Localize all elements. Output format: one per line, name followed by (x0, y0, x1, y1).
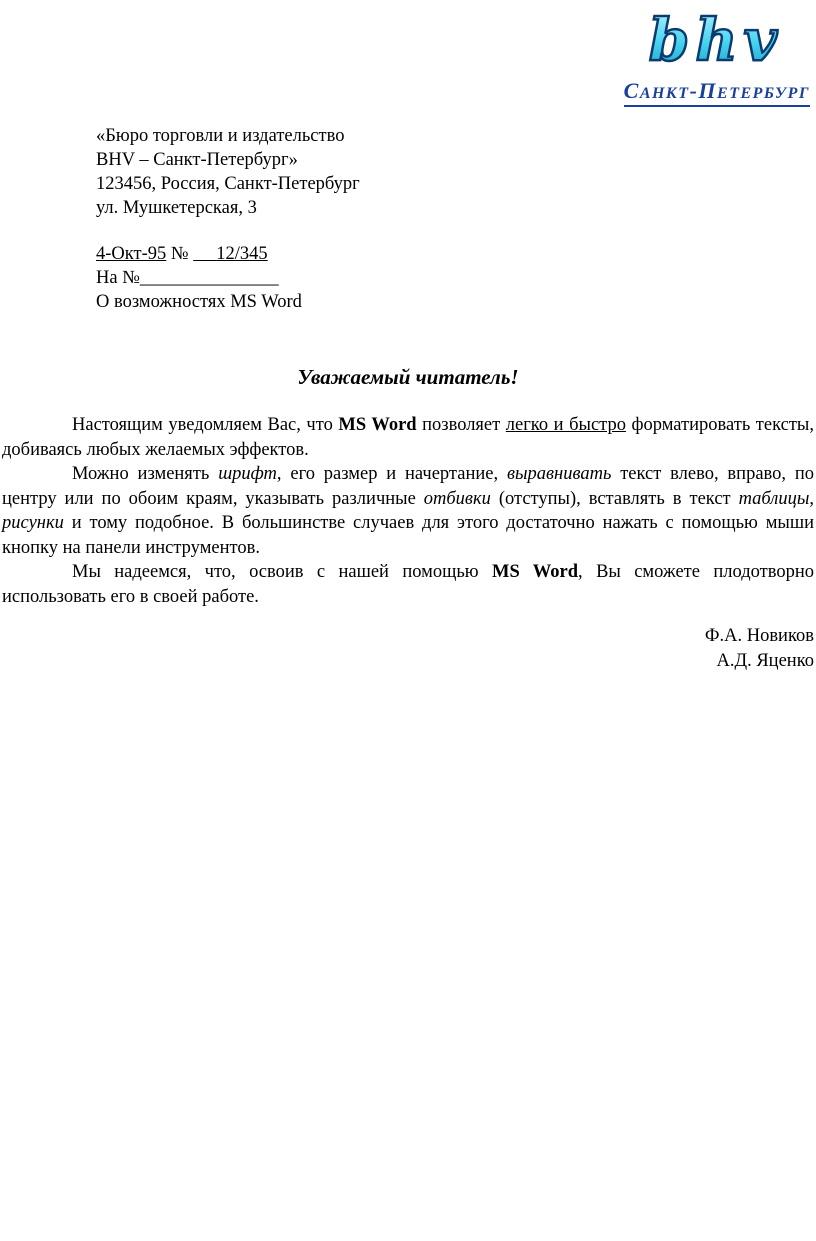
sender-line-1: «Бюро торговли и издательство (96, 126, 345, 146)
salutation: Уважаемый читатель! (297, 365, 519, 389)
sender-address-block (96, 124, 360, 314)
reply-label: На № (96, 268, 140, 288)
sender-line-3: 123456, Россия, Санкт-Петербург (96, 174, 360, 194)
paragraph-1: Настоящим уведомляем Вас, что MS Word позволяет легко и быстро форматировать тексты, добиваясь любых желаемых эффектов. (2, 415, 814, 460)
number-sign: № (170, 244, 189, 264)
letter-body (2, 413, 814, 609)
company-logo (612, 6, 812, 102)
letter-number: 12/345 (216, 244, 268, 264)
bhv-logo-mark (616, 6, 812, 70)
logo-city-name: САНКТ-ПЕТЕРБУРГ (624, 80, 810, 107)
date-number-line (96, 242, 360, 266)
reply-to-line (96, 266, 360, 290)
letter-subject: О возможностях MS Word (96, 292, 302, 312)
signature-name-1: Ф.А. Новиков (704, 626, 814, 646)
letter-date: 4-Окт-95 (96, 244, 167, 264)
paragraph-3: Мы надеемся, что, освоив с нашей помощью MS Word, Вы сможете плодотворно использовать его в своей работе. (2, 562, 814, 607)
logo-brand-text: bhv (648, 6, 784, 70)
signature-name-2: А.Д. Яценко (716, 650, 814, 671)
sender-line-2: BHV – Санкт-Петербург» (96, 150, 298, 170)
reply-blank: _______________ (139, 268, 279, 288)
paragraph-2: Можно изменять шрифт, его размер и начертание, выравнивать текст влево, вправо, по центру или по обоим краям, указывать различные отбивки (отступы), вставлять в текст таблицы, рисунки и тому подобное. В большинстве случаев для этого достаточно нажать с помощью мыши кнопку на панели инструментов. (2, 464, 814, 558)
sender-line-4: ул. Мушкетерская, 3 (96, 198, 257, 218)
signature-block (705, 624, 814, 673)
